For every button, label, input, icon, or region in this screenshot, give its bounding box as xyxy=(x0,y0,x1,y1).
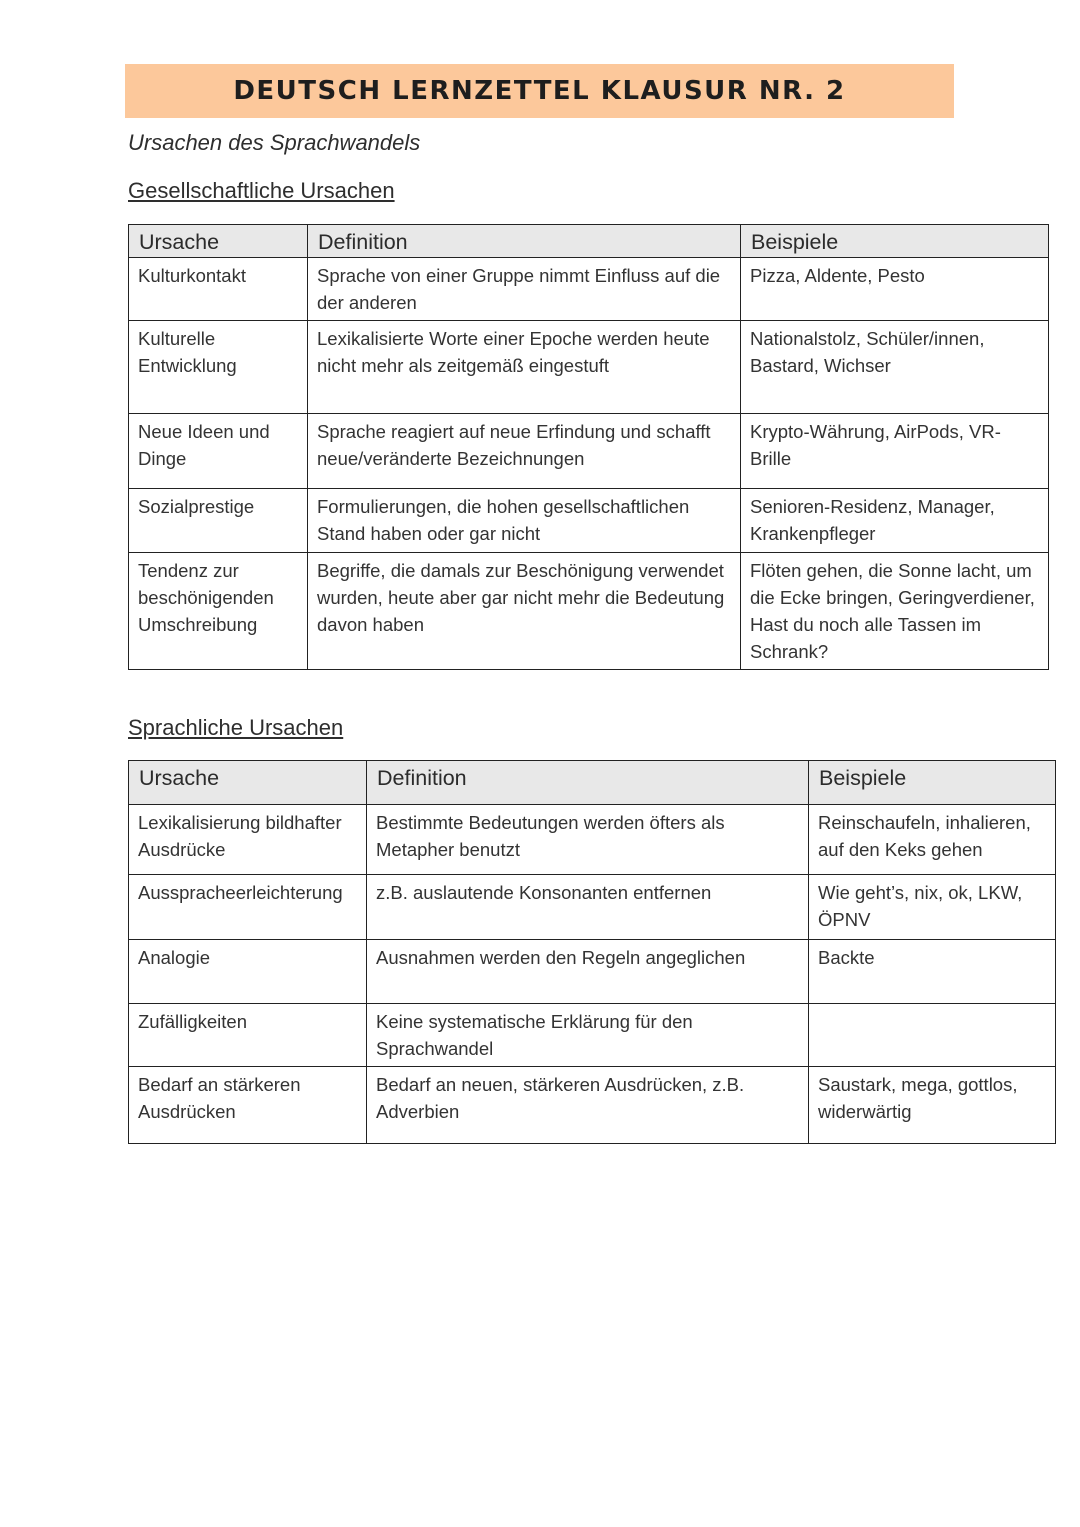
cell-definition: Bedarf an neuen, stärkeren Ausdrücken, z.B. Adverbien xyxy=(367,1067,809,1144)
table-row xyxy=(129,1067,1056,1144)
cell-beispiele: Reinschaufeln, inhalieren, auf den Keks gehen xyxy=(809,805,1056,875)
table-row xyxy=(129,940,1056,1004)
cell-beispiele: Backte xyxy=(809,940,1056,1004)
cell-definition: Sprache reagiert auf neue Erfindung und schafft neue/veränderte Bezeichnungen xyxy=(308,414,741,489)
cell-beispiele: Wie geht’s, nix, ok, LKW, ÖPNV xyxy=(809,875,1056,940)
cell-ursache: Ausspracheerleichterung xyxy=(129,875,367,940)
section-heading-gesellschaftlich: Gesellschaftliche Ursachen xyxy=(128,178,395,203)
table-header-row xyxy=(129,761,1056,805)
header-ursache: Ursache xyxy=(129,761,367,805)
cell-beispiele: Pizza, Aldente, Pesto xyxy=(741,258,1049,321)
cell-beispiele: Flöten gehen, die Sonne lacht, um die Ecke bringen, Geringverdiener, Hast du noch alle Tassen im Schrank? xyxy=(741,553,1049,670)
header-beispiele: Beispiele xyxy=(809,761,1056,805)
table-row xyxy=(129,1004,1056,1067)
cell-beispiele: Nationalstolz, Schüler/innen, Bastard, Wichser xyxy=(741,321,1049,414)
cell-beispiele xyxy=(809,1004,1056,1067)
cell-definition: Bestimmte Bedeutungen werden öfters als Metapher benutzt xyxy=(367,805,809,875)
table-row xyxy=(129,553,1049,670)
table-sprachliche-ursachen xyxy=(128,760,1056,1144)
subtitle: Ursachen des Sprachwandels xyxy=(128,130,421,155)
cell-beispiele: Saustark, mega, gottlos, widerwärtig xyxy=(809,1067,1056,1144)
cell-definition: Begriffe, die damals zur Beschönigung verwendet wurden, heute aber gar nicht mehr die Bedeutung davon haben xyxy=(308,553,741,670)
table-row xyxy=(129,414,1049,489)
cell-beispiele: Senioren-Residenz, Manager, Krankenpfleger xyxy=(741,489,1049,553)
page-title: DEUTSCH LERNZETTEL KLAUSUR NR. 2 xyxy=(233,76,846,106)
cell-ursache: Kulturkontakt xyxy=(129,258,308,321)
cell-ursache: Lexikalisierung bildhafter Ausdrücke xyxy=(129,805,367,875)
cell-ursache: Neue Ideen und Dinge xyxy=(129,414,308,489)
cell-ursache: Sozialprestige xyxy=(129,489,308,553)
cell-ursache: Tendenz zur beschönigenden Umschreibung xyxy=(129,553,308,670)
header-ursache: Ursache xyxy=(129,225,308,258)
cell-ursache: Zufälligkeiten xyxy=(129,1004,367,1067)
table-row xyxy=(129,875,1056,940)
table-row xyxy=(129,321,1049,414)
table-row xyxy=(129,805,1056,875)
cell-ursache: Kulturelle Entwicklung xyxy=(129,321,308,414)
section-heading-sprachlich: Sprachliche Ursachen xyxy=(128,715,344,740)
header-beispiele: Beispiele xyxy=(741,225,1049,258)
cell-ursache: Bedarf an stärkeren Ausdrücken xyxy=(129,1067,367,1144)
title-banner xyxy=(125,64,954,118)
cell-definition: Formulierungen, die hohen gesellschaftlichen Stand haben oder gar nicht xyxy=(308,489,741,553)
cell-ursache: Analogie xyxy=(129,940,367,1004)
cell-definition: z.B. auslautende Konsonanten entfernen xyxy=(367,875,809,940)
cell-definition: Sprache von einer Gruppe nimmt Einfluss auf die der anderen xyxy=(308,258,741,321)
cell-definition: Ausnahmen werden den Regeln angeglichen xyxy=(367,940,809,1004)
cell-beispiele: Krypto-Währung, AirPods, VR-Brille xyxy=(741,414,1049,489)
table-gesellschaftliche-ursachen xyxy=(128,224,1049,670)
table-row xyxy=(129,258,1049,321)
header-definition: Definition xyxy=(308,225,741,258)
cell-definition: Keine systematische Erklärung für den Sprachwandel xyxy=(367,1004,809,1067)
header-definition: Definition xyxy=(367,761,809,805)
cell-definition: Lexikalisierte Worte einer Epoche werden heute nicht mehr als zeitgemäß eingestuft xyxy=(308,321,741,414)
table-header-row xyxy=(129,225,1049,258)
table-row xyxy=(129,489,1049,553)
